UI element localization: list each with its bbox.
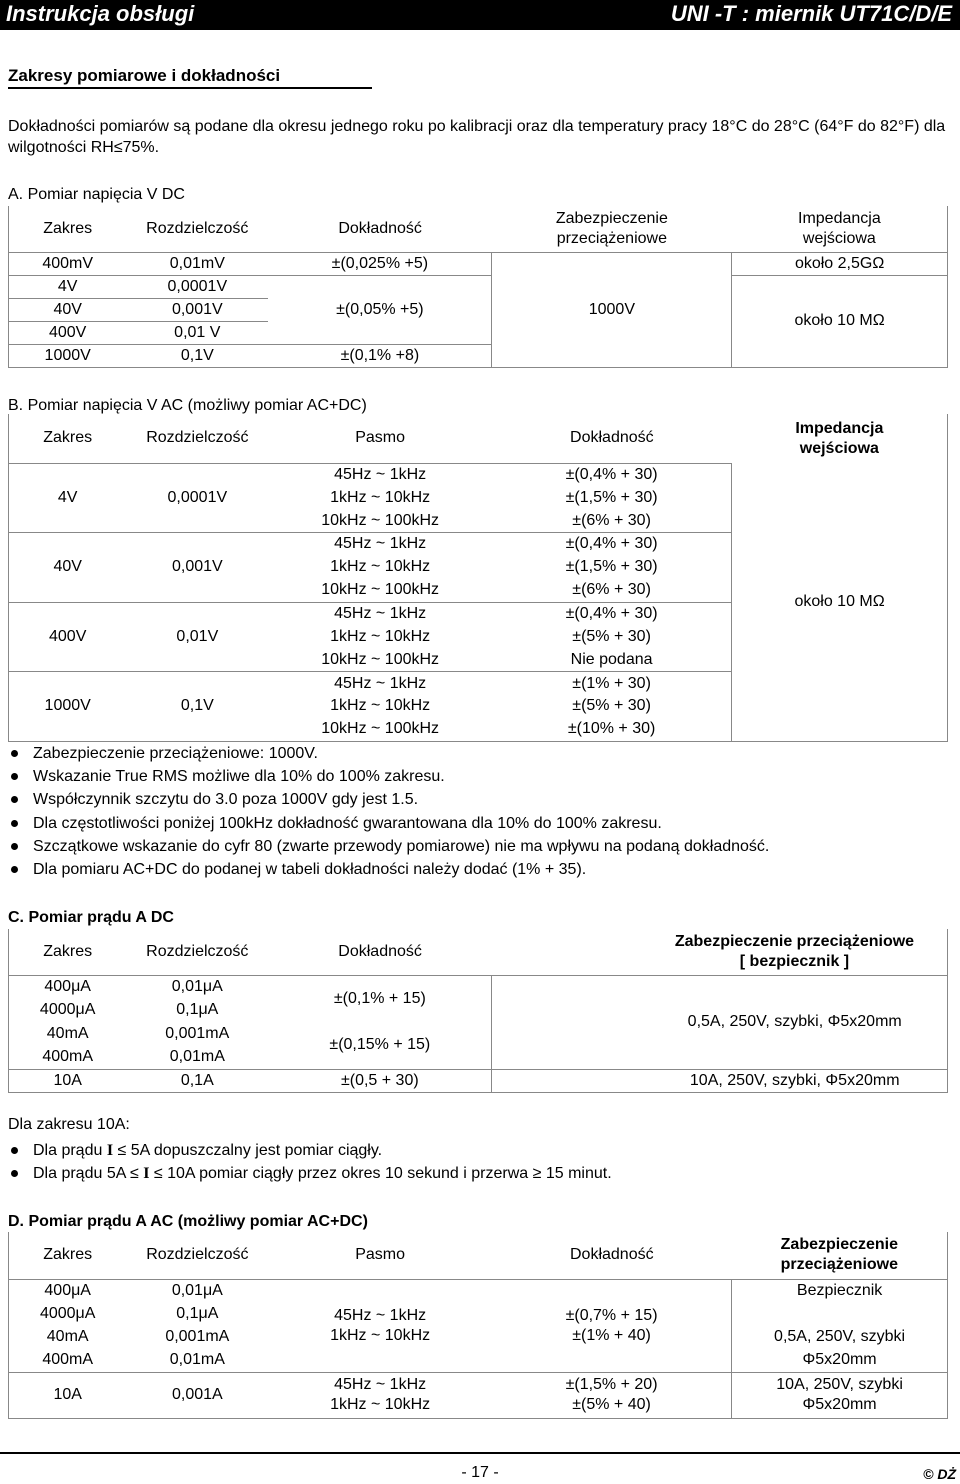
table-cell: ±(0,1% + 15) <box>268 975 492 1022</box>
table-cell: 10A, 250V, szybki Φ5x20mm <box>732 1372 948 1419</box>
table-cell: 0,1V <box>126 672 268 742</box>
table-cell: 0,5A, 250V, szybki <box>732 1326 948 1349</box>
list-item: Dla prądu 5A ≤ I ≤ 10A pomiar ciągły przez okres 10 sekund i przerwa ≥ 15 minut. <box>8 1162 612 1185</box>
table-cell: 400mV <box>9 252 127 275</box>
table-cell: 10A <box>9 1372 127 1419</box>
table-cell: 10kHz ~ 100kHz <box>321 581 440 599</box>
section-a-heading: A. Pomiar napięcia V DC <box>8 186 185 203</box>
table-cell: 4000μA <box>9 1302 127 1325</box>
table-cell: 0,01μA <box>126 1279 268 1302</box>
table-cell: 0,1A <box>126 1069 268 1093</box>
table-cell: ±(0,7% + 15) ±(1% + 40) <box>492 1279 732 1372</box>
col-header-pasmo: Pasmo <box>355 1246 406 1264</box>
table-cell: Φ5x20mm <box>732 1349 948 1372</box>
table-cell: 0,5A, 250V, szybki, Φ5x20mm <box>492 975 948 1069</box>
col-header-dokl: Dokładność <box>570 1246 654 1264</box>
table-cell: ±(0,15% + 15) <box>329 1036 431 1054</box>
table-cell: ±(0,4% + 30) <box>492 602 732 625</box>
table-cell: 0,01μA <box>126 975 268 999</box>
table-cell: Bezpiecznik <box>732 1279 948 1302</box>
table-cell: 1kHz ~ 10kHz <box>330 558 431 576</box>
table-cell: 40V <box>9 298 127 321</box>
table-cell: około 2,5GΩ <box>732 252 948 275</box>
table-cell: 0,01mV <box>126 252 268 275</box>
table-adc <box>8 929 948 1093</box>
table-cell: ±(5% + 30) <box>572 627 651 645</box>
intro-paragraph: Dokładności pomiarów są podane dla okresu jednego roku po kalibracji oraz dla temperatury pracy 18°C do 28°C (64°F do 82°F) dla wilgotności RH≤75%. <box>8 118 946 156</box>
table-cell: ±(0,5 + 30) <box>268 1069 492 1093</box>
table-cell: 45Hz ~ 1kHz 1kHz ~ 10kHz <box>268 1372 492 1419</box>
section-d-heading: D. Pomiar prądu A AC (możliwy pomiar AC+DC) <box>8 1213 368 1230</box>
table-cell: 0,01mA <box>169 1351 225 1369</box>
table-cell: 1kHz ~ 10kHz <box>330 627 431 645</box>
table-cell: ±(1,5% + 30) <box>565 488 658 506</box>
table-cell: ±(0,1% +8) <box>268 344 492 367</box>
page-header <box>0 0 960 30</box>
table-cell: 0,01mA <box>169 1048 225 1065</box>
list-item: Dla prądu I ≤ 5A dopuszczalny jest pomiar ciągły. <box>8 1139 612 1162</box>
col-header-dokl: Dokładność <box>338 219 422 237</box>
table-vac <box>8 414 948 742</box>
table-cell: 10A, 250V, szybki, Φ5x20mm <box>492 1069 948 1093</box>
col-header-zab: Zabezpieczenie przeciążeniowe <box>732 1232 948 1279</box>
table-cell: 0,001V <box>126 533 268 603</box>
table-cell: 0,001mA <box>165 1024 230 1042</box>
table-cell: 40V <box>9 533 127 603</box>
col-header-imp: Impedancja wejściowa <box>732 206 948 252</box>
note-10a-title: Dla zakresu 10A: <box>8 1116 130 1133</box>
page-number: - 17 - <box>461 1464 499 1481</box>
table-cell: 10kHz ~ 100kHz <box>321 650 440 668</box>
col-header-zakres: Zakres <box>9 414 127 463</box>
table-cell: 45Hz ~ 1kHz <box>268 463 492 486</box>
table-cell: 400V <box>9 321 127 344</box>
table-cell: 0,01 V <box>126 321 268 344</box>
list-item: Współczynnik szczytu do 3.0 poza 1000V gdy jest 1.5. <box>8 788 769 811</box>
col-header-rozdz: Rozdzielczość <box>146 1246 249 1264</box>
list-item: Szczątkowe wskazanie do cyfr 80 (zwarte przewody pomiarowe) nie ma wpływu na podaną dokładność. <box>8 835 769 858</box>
table-cell: 400μA <box>9 975 127 999</box>
col-header-rozdz: Rozdzielczość <box>146 942 249 960</box>
table-cell: 4V <box>9 463 127 533</box>
table-cell: 0,0001V <box>126 463 268 533</box>
table-cell: ±(6% + 30) <box>572 511 651 529</box>
table-cell: 0,001A <box>126 1372 268 1419</box>
section-b-heading: B. Pomiar napięcia V AC (możliwy pomiar AC+DC) <box>8 397 367 414</box>
table-cell: 10kHz ~ 100kHz <box>321 511 440 529</box>
page-footer <box>0 1452 960 1484</box>
table-cell: ±(0,05% +5) <box>268 275 492 344</box>
table-cell: 4V <box>9 275 127 298</box>
table-cell: ±(6% + 30) <box>572 581 651 599</box>
table-cell: 0,1μA <box>176 1001 219 1019</box>
table-cell: 1000V <box>9 344 127 367</box>
table-cell: 1kHz ~ 10kHz <box>330 697 431 715</box>
table-cell: ±(1,5% + 30) <box>565 558 658 576</box>
table-cell: 0,001mA <box>165 1328 230 1346</box>
table-cell: ±(1% + 30) <box>492 672 732 695</box>
table-cell: 400mA <box>9 1046 127 1070</box>
table-vdc <box>8 206 948 368</box>
table-cell: 45Hz ~ 1kHz <box>268 533 492 556</box>
list-item: Dla pomiaru AC+DC do podanej w tabeli dokładności należy dodać (1% + 35). <box>8 858 769 881</box>
table-cell: 45Hz ~ 1kHz <box>268 672 492 695</box>
col-header-zakres: Zakres <box>9 206 127 252</box>
table-cell: 40mA <box>9 1022 127 1046</box>
table-cell: ±(10% + 30) <box>492 718 732 741</box>
col-header-zakres: Zakres <box>9 1232 127 1279</box>
notes-list-vac <box>8 742 769 881</box>
table-cell: 0,001V <box>126 298 268 321</box>
table-cell: 400V <box>9 602 127 672</box>
table-cell: 45Hz ~ 1kHz <box>268 602 492 625</box>
table-cell: 0,1V <box>126 344 268 367</box>
col-header-pasmo: Pasmo <box>355 429 406 447</box>
table-cell: Nie podana <box>570 650 653 668</box>
table-cell: 0,01V <box>126 602 268 672</box>
col-header-dokl: Dokładność <box>570 429 654 447</box>
col-header-rozdz: Rozdzielczość <box>146 429 249 447</box>
table-cell: ±(0,4% + 30) <box>492 463 732 486</box>
table-cell: 1000V <box>9 672 127 742</box>
table-cell: około 10 MΩ <box>732 463 948 741</box>
table-cell: 45Hz ~ 1kHz 1kHz ~ 10kHz <box>268 1279 492 1372</box>
table-cell: ±(0,025% +5) <box>268 252 492 275</box>
list-item: Dla częstotliwości poniżej 100kHz dokładność gwarantowana dla 10% do 100% zakresu. <box>8 812 769 835</box>
table-cell: 0,1μA <box>176 1304 219 1322</box>
table-cell: ±(0,4% + 30) <box>492 533 732 556</box>
col-header-dokl: Dokładność <box>338 942 422 960</box>
col-header-imp: Impedancja wejściowa <box>732 414 948 463</box>
col-header-rozdz: Rozdzielczość <box>146 219 249 237</box>
header-right-title: UNI -T : miernik UT71C/D/E <box>670 1 952 26</box>
col-header-zab: Zabezpieczenie przeciążeniowe [ bezpiecznik ] <box>492 929 948 975</box>
section-c-heading: C. Pomiar prądu A DC <box>8 909 174 926</box>
table-cell: 10A <box>9 1069 127 1093</box>
table-aac <box>8 1232 948 1419</box>
author-mark: © DŻ <box>923 1466 956 1482</box>
page-title: Zakresy pomiarowe i dokładności <box>8 66 372 89</box>
table-cell <box>732 1302 948 1325</box>
table-cell: 400μA <box>9 1279 127 1302</box>
header-left-title: Instrukcja obsługi <box>6 1 195 26</box>
table-cell: 10kHz ~ 100kHz <box>268 718 492 741</box>
table-cell: ±(1,5% + 20) ±(5% + 40) <box>492 1372 732 1419</box>
table-cell: ±(5% + 30) <box>572 697 651 715</box>
table-cell: 400mA <box>9 1349 127 1372</box>
table-cell: 1kHz ~ 10kHz <box>330 488 431 506</box>
list-item: Zabezpieczenie przeciążeniowe: 1000V. <box>8 742 769 765</box>
table-cell: około 10 MΩ <box>732 275 948 367</box>
notes-list-10a <box>8 1139 612 1185</box>
table-cell: 40mA <box>9 1326 127 1349</box>
table-cell: 0,0001V <box>126 275 268 298</box>
col-header-zakres: Zakres <box>9 929 127 975</box>
col-header-zab: Zabezpieczenie przeciążeniowe <box>555 209 668 247</box>
list-item: Wskazanie True RMS możliwe dla 10% do 100% zakresu. <box>8 765 769 788</box>
table-cell: 1000V <box>492 252 732 367</box>
table-cell: 4000μA <box>9 999 127 1023</box>
